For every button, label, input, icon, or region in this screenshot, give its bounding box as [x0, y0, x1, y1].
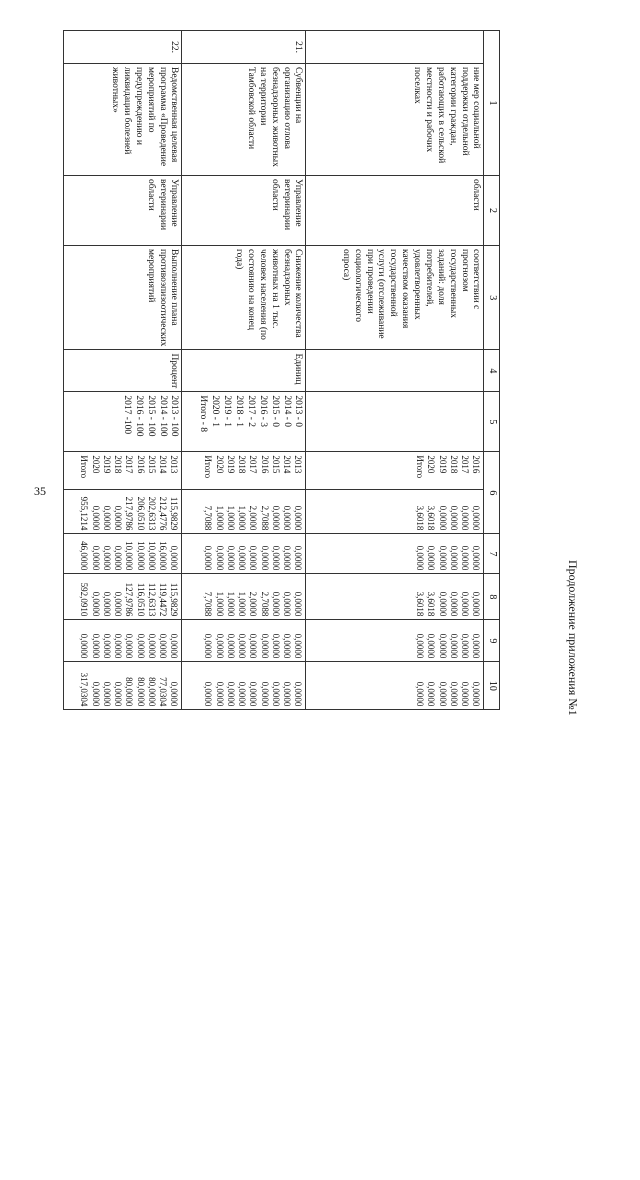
target-values: 2013 - 100 2014 - 100 2015 - 100 2016 - 100 2017 -100: [64, 392, 182, 452]
measure-name: ние мер социальной поддержки отдельной категории граждан, работающих в сельской местности и рабочих поселках: [306, 64, 484, 176]
other-amount: 0,0000 0,0000 0,0000 0,0000 0,0000 0,0000: [306, 662, 484, 710]
total-amount: 115,9829 212,4776 202,6313 206,0510 217,9786 0,0000 0,0000 0,0000 955,1214: [64, 490, 182, 534]
unit: Единиц: [182, 350, 306, 392]
column-header-6: 6: [484, 452, 500, 534]
row-number: 21.: [182, 31, 306, 64]
indicator: Выполнение плана противоэпизоотических мероприятий: [64, 246, 182, 350]
page-heading: Продолжение приложения №1: [566, 560, 580, 716]
column-header-3: 3: [484, 246, 500, 350]
federal-amount: 0,0000 0,0000 0,0000 0,0000 0,0000 0,0000 0,0000 0,0000 0,0000: [182, 534, 306, 574]
local-amount: 0,0000 0,0000 0,0000 0,0000 0,0000 0,0000 0,0000 0,0000 0,0000: [64, 620, 182, 662]
column-header-8: 8: [484, 574, 500, 620]
column-header-1: 1: [484, 31, 500, 176]
column-header-5: 5: [484, 392, 500, 452]
years: 2013 2014 2015 2016 2017 2018 2019 2020 Итого: [64, 452, 182, 490]
regional-amount: 0,0000 0,0000 0,0000 0,0000 3,6018 3,6018: [306, 574, 484, 620]
column-header-10: 10: [484, 662, 500, 710]
indicator: соответствии с прогнозом государственных заданий: доля потребителей, удовлетворенных качеством оказания государственной услуги (отслеживание при проведении социологического опроса): [306, 246, 484, 350]
local-amount: 0,0000 0,0000 0,0000 0,0000 0,0000 0,0000 0,0000 0,0000 0,0000: [182, 620, 306, 662]
program-table: [64, 30, 501, 710]
years: 2013 2014 2015 2016 2017 2018 2019 2020 Итого: [182, 452, 306, 490]
target-values: 2013 - 0 2014 - 0 2015 - 0 2016 - 3 2017 - 2 2018 - 1 2019 - 1 2020 - 1 Итого - 8: [182, 392, 306, 452]
page-number: 35: [34, 484, 46, 498]
target-values: [306, 392, 484, 452]
regional-amount: 0,0000 0,0000 0,0000 2,7088 2,0000 1,0000 1,0000 1,0000 7,7088: [182, 574, 306, 620]
column-header-4: 4: [484, 350, 500, 392]
column-header-2: 2: [484, 176, 500, 246]
column-header-9: 9: [484, 620, 500, 662]
other-amount: 0,0000 77,0304 80,0000 80,0000 80,0000 0,0000 0,0000 0,0000 317,0304: [64, 662, 182, 710]
executor: области: [306, 176, 484, 246]
local-amount: 0,0000 0,0000 0,0000 0,0000 0,0000 0,0000: [306, 620, 484, 662]
years: 2016 2017 2018 2019 2020 Итого: [306, 452, 484, 490]
executor: Управление ветеринарии области: [182, 176, 306, 246]
row-number: 22.: [64, 31, 182, 64]
total-amount: 0,0000 0,0000 0,0000 0,0000 3,6018 3,6018: [306, 490, 484, 534]
federal-amount: 0,0000 0,0000 0,0000 0,0000 0,0000 0,0000: [306, 534, 484, 574]
total-amount: 0,0000 0,0000 0,0000 2,7088 2,0000 1,0000 1,0000 1,0000 7,7088: [182, 490, 306, 534]
unit: Процент: [64, 350, 182, 392]
measure-name: Субвенции на организацию отлова безнадзорных животных на территории Тамбовской области: [182, 64, 306, 176]
unit: [306, 350, 484, 392]
table-row: [306, 31, 484, 710]
executor: Управление ветеринарии области: [64, 176, 182, 246]
indicator: Снижение количества безнадзорных животных на 1 тыс. человек населения (по состоянию на конец года): [182, 246, 306, 350]
measure-name: Ведомственная целевая программа «Проведение мероприятий по предупреждению и ликвидации болезней животных»: [64, 64, 182, 176]
other-amount: 0,0000 0,0000 0,0000 0,0000 0,0000 0,0000 0,0000 0,0000 0,0000: [182, 662, 306, 710]
table-row: [64, 31, 182, 710]
column-header-7: 7: [484, 534, 500, 574]
table-row: [182, 31, 306, 710]
row-number: [306, 31, 484, 64]
regional-amount: 115,9829 119,4472 112,6313 116,0510 127,9786 0,0000 0,0000 0,0000 592,0910: [64, 574, 182, 620]
federal-amount: 0,0000 16,0000 10,0000 10,0000 10,0000 0,0000 0,0000 0,0000 46,0000: [64, 534, 182, 574]
column-number-row: [484, 31, 500, 710]
